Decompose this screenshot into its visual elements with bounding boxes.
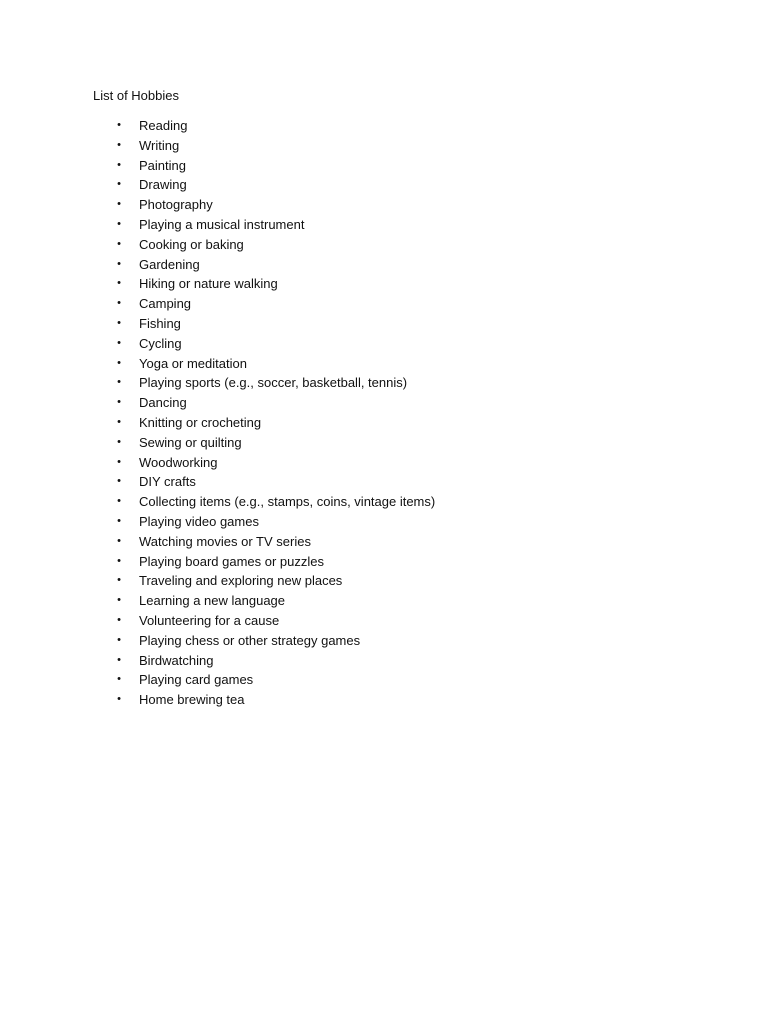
list-item-text: Volunteering for a cause — [139, 612, 280, 628]
bullet-icon: • — [117, 495, 121, 508]
bullet-icon: • — [117, 178, 121, 191]
list-item-text: Reading — [139, 118, 188, 133]
bullet-icon: • — [117, 257, 121, 270]
list-item-text: Hiking or nature walking — [139, 276, 278, 292]
list-item-text: Painting — [139, 157, 186, 173]
list-item-text: Writing — [139, 137, 180, 153]
list-item-text: Playing sports (e.g., soccer, basketball, tennis) — [139, 375, 408, 391]
bullet-icon: • — [117, 217, 121, 230]
list-item-text: Sewing or quilting — [139, 434, 242, 450]
list-item-text: Camping — [139, 296, 192, 312]
bullet-icon: • — [117, 435, 121, 448]
list-item-text: Yoga or meditation — [139, 355, 247, 371]
list-item-text: Watching movies or TV series — [139, 533, 311, 549]
bullet-icon: • — [117, 356, 121, 369]
bullet-icon: • — [117, 514, 121, 527]
list-item-text: Fishing — [139, 315, 181, 331]
bullet-icon: • — [117, 673, 121, 686]
list-item-text: Playing a musical instrument — [139, 216, 305, 232]
bullet-icon: • — [117, 277, 121, 290]
bullet-icon: • — [117, 297, 121, 310]
list-item-text: Gardening — [139, 256, 200, 272]
bullet-icon: • — [117, 554, 121, 567]
bullet-icon: • — [117, 574, 121, 587]
bullet-icon: • — [117, 237, 121, 250]
document-title: List of Hobbies — [93, 88, 179, 103]
bullet-icon: • — [117, 455, 121, 468]
list-item-text: Knitting or crocheting — [139, 414, 262, 430]
list-item-text: Playing chess or other strategy games — [139, 632, 361, 648]
list-item-text: Drawing — [139, 177, 187, 193]
bullet-icon: • — [117, 198, 121, 211]
bullet-icon: • — [117, 138, 121, 151]
bullet-icon: • — [117, 534, 121, 547]
bullet-icon: • — [117, 475, 121, 488]
list-item-text: Playing board games or puzzles — [139, 553, 324, 569]
bullet-icon: • — [117, 376, 121, 389]
list-item-text: Cooking or baking — [139, 236, 244, 252]
bullet-icon: • — [117, 396, 121, 409]
bullet-icon: • — [117, 653, 121, 666]
bullet-icon: • — [117, 316, 121, 329]
list-item-text: Collecting items (e.g., stamps, coins, vintage items) — [139, 494, 436, 510]
list-item-text: Playing video games — [139, 513, 259, 529]
bullet-icon: • — [117, 336, 121, 349]
list-item-text: Playing card games — [139, 672, 254, 688]
list-item-text: Photography — [139, 197, 213, 213]
bullet-icon: • — [117, 158, 121, 171]
list-item-text: Woodworking — [139, 454, 218, 470]
bullet-icon: • — [117, 613, 121, 626]
list-item-text: DIY crafts — [139, 474, 196, 490]
list-item-text: Traveling and exploring new places — [139, 573, 343, 589]
list-item-text: Dancing — [139, 395, 187, 411]
bullet-icon: • — [117, 633, 121, 646]
bullet-icon: • — [117, 594, 121, 607]
list-item-text: Birdwatching — [139, 652, 214, 668]
bullet-icon: • — [117, 119, 121, 131]
list-item-text: Learning a new language — [139, 593, 286, 609]
list-item-text: Home brewing tea — [139, 692, 245, 708]
bullet-icon: • — [117, 415, 121, 428]
list-item-text: Cycling — [139, 335, 182, 351]
bullet-icon: • — [117, 693, 121, 706]
